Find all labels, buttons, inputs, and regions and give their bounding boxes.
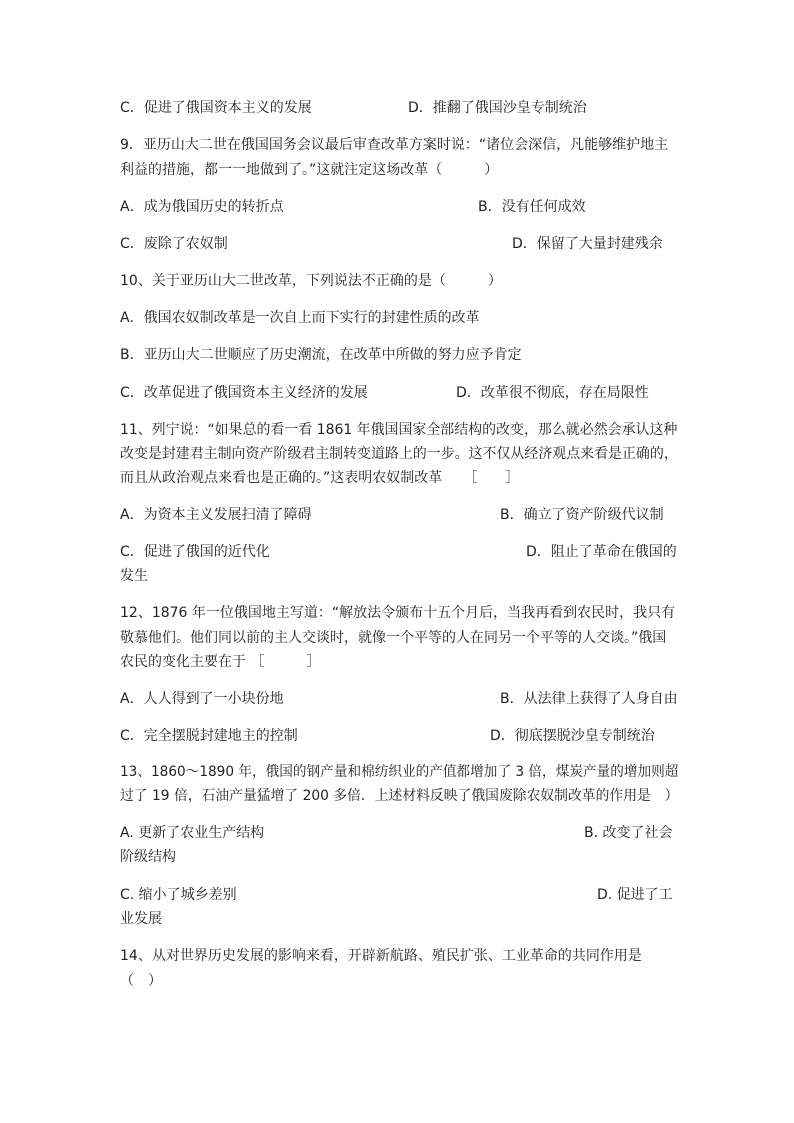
question-12-stem: 农民的变化主要在于 ［ ］ [120, 654, 321, 670]
option-c: C．改革促进了俄国资本主义经济的发展 [120, 385, 368, 401]
question-9-stem: 9．亚历山大二世在俄国国务会议最后审查改革方案时说：“诸位会深信，凡能够维护地主 [120, 137, 669, 153]
option-b-wrap: 阶级结构 [120, 849, 176, 865]
option-b: B．没有任何成效 [478, 199, 586, 215]
question-11-stem: 而且从政治观点来看也是正确的。”这表明农奴制改革 ［ ］ [120, 470, 520, 486]
option-a: A．为资本主义发展扫清了障碍 [120, 507, 312, 523]
question-13-stem: 过了 19 倍，石油产量猛增了 200 多倍．上述材料反映了俄国废除农奴制改革的作用是 ） [120, 788, 679, 804]
option-d: D．彻底摆脱沙皇专制统治 [490, 728, 655, 744]
question-9-stem: 利益的措施，都一一地做到了。”这就注定这场改革（ ） [120, 162, 499, 178]
option-a: A．人人得到了一小块份地 [120, 691, 284, 707]
option-d: D. 促进了工 [597, 887, 673, 903]
option-c: C．废除了农奴制 [120, 236, 228, 252]
option-d: D．推翻了俄国沙皇专制统治 [408, 100, 587, 116]
question-12-stem: 敬慕他们。他们同以前的主人交谈时，就像一个平等的人在同另一个平等的人交谈。”俄国 [120, 630, 667, 646]
question-10-stem: 10、关于亚历山大二世改革，下列说法不正确的是（ ） [120, 273, 502, 289]
question-12-stem: 12、1876 年一位俄国地主写道：“解放法令颁布十五个月后，当我再看到农民时，我只有 [120, 605, 676, 621]
option-b: B. 改变了社会 [584, 825, 673, 841]
question-11-stem: 11、列宁说：“如果总的看一看 1861 年俄国国家全部结构的改变，那么就必然会承认这种 [120, 422, 678, 438]
question-14-stem: 14、从对世界历史发展的影响来看，开辟新航路、殖民扩张、工业革命的共同作用是 [120, 948, 642, 964]
option-d: D．阻止了革命在俄国的 [526, 544, 677, 560]
question-11-stem: 改变是封建君主制向资产阶级君主制转变道路上的一步。这不仅从经济观点来看是正确的， [120, 446, 678, 462]
option-d-wrap: 业发展 [120, 911, 162, 927]
option-c: C．完全摆脱封建地主的控制 [120, 728, 298, 744]
option-b: B．从法律上获得了人身自由 [500, 691, 678, 707]
question-14-stem: （ ） [120, 973, 162, 989]
question-13-stem: 13、1860～1890 年，俄国的钢产量和棉纺织业的产值都增加了 3 倍，煤炭产量的增加则超 [120, 764, 679, 780]
option-c: C．促进了俄国资本主义的发展 [120, 100, 312, 116]
option-c: C．促进了俄国的近代化 [120, 544, 270, 560]
option-a: A. 更新了农业生产结构 [120, 825, 265, 841]
option-a: A．成为俄国历史的转折点 [120, 199, 284, 215]
option-c: C. 缩小了城乡差别 [120, 887, 237, 903]
option-b: B．确立了资产阶级代议制 [500, 507, 664, 523]
option-b: B．亚历山大二世顺应了历史潮流，在改革中所做的努力应予肯定 [120, 347, 522, 363]
option-d: D．改革很不彻底，存在局限性 [456, 385, 649, 401]
option-a: A．俄国农奴制改革是一次自上而下实行的封建性质的改革 [120, 310, 480, 326]
option-d: D．保留了大量封建残余 [512, 236, 663, 252]
option-d-wrap: 发生 [120, 568, 148, 584]
